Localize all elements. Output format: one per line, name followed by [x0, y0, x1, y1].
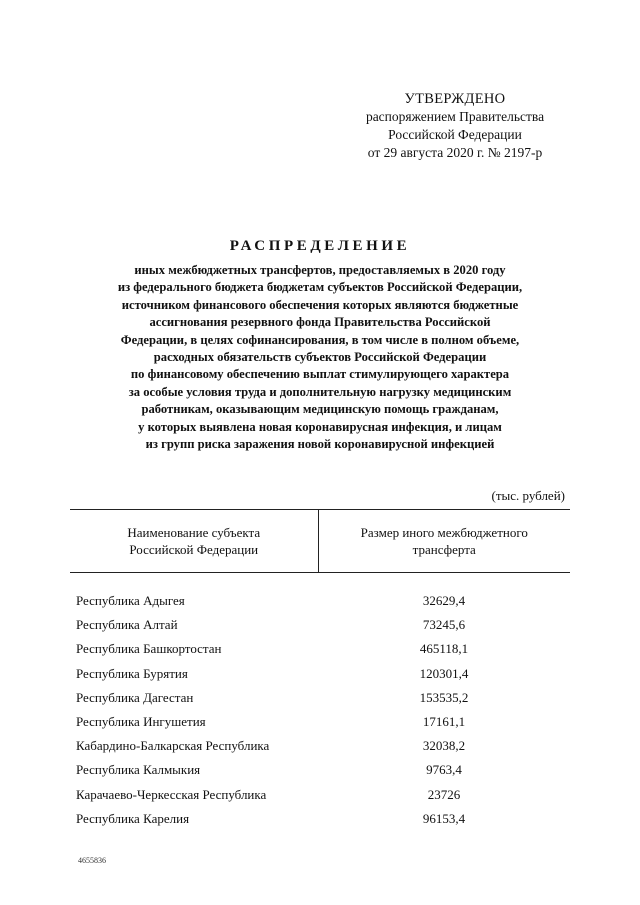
region-name: Карачаево-Черкесская Республика [76, 786, 267, 802]
subtitle-line: источником финансового обеспечения которых являются бюджетные [121, 297, 519, 312]
region-name: Республика Ингушетия [76, 714, 206, 730]
column-header-text: Наименование субъекта [127, 525, 261, 540]
subtitle-line: расходных обязательств субъектов Российской Федерации [153, 350, 487, 365]
subtitle-line: по финансовому обеспечению выплат стимулирующего характера [130, 367, 510, 382]
table-row [70, 758, 570, 782]
transfer-amount: 32629,4 [422, 593, 466, 609]
table-row [70, 710, 570, 734]
column-header-amount [319, 510, 571, 572]
transfer-amount: 96153,4 [422, 810, 466, 826]
table-row [70, 589, 570, 613]
column-header-text: Размер иного межбюджетного [360, 525, 528, 540]
subtitle-line: из федерального бюджета бюджетам субъектов Российской Федерации, [117, 280, 523, 295]
document-code: 4655836 [78, 856, 106, 865]
table-row [70, 807, 570, 831]
transfer-amount: 73245,6 [422, 617, 466, 633]
transfer-amount: 153535,2 [419, 689, 469, 705]
transfer-amount: 120301,4 [419, 665, 469, 681]
table-row [70, 783, 570, 807]
region-name: Республика Дагестан [76, 689, 194, 705]
units-label: (тыс. рублей) [491, 488, 565, 503]
region-name: Кабардино-Балкарская Республика [76, 738, 270, 754]
subtitle-line: ассигнования резервного фонда Правительства Российской [149, 315, 491, 330]
subtitle-line: из групп риска заражения новой коронавирусной инфекцией [145, 437, 495, 452]
transfer-amount: 9763,4 [426, 762, 462, 778]
table-body [70, 589, 570, 831]
region-name: Республика Алтай [76, 617, 178, 633]
table-row [70, 637, 570, 661]
document-subtitle [60, 262, 580, 453]
approval-line-1: распоряжением Правительства [365, 109, 545, 124]
approval-line-2: Российской Федерации [388, 127, 522, 142]
region-name: Республика Бурятия [76, 665, 188, 681]
table-row [70, 613, 570, 637]
table-row [70, 662, 570, 686]
table-row [70, 734, 570, 758]
region-name: Республика Калмыкия [76, 762, 201, 778]
column-header-text: Российской Федерации [129, 542, 259, 557]
subtitle-line: Федерации, в целях софинансирования, в том числе в полном объеме, [120, 332, 520, 347]
distribution-table [70, 509, 570, 831]
subtitle-line: за особые условия труда и дополнительную нагрузку медицинским [128, 384, 512, 399]
transfer-amount: 23726 [427, 786, 461, 802]
subtitle-line: иных межбюджетных трансфертов, предоставляемых в 2020 году [134, 263, 506, 277]
transfer-amount: 32038,2 [422, 738, 466, 754]
region-name: Республика Адыгея [76, 593, 185, 609]
approval-block [340, 90, 570, 162]
subtitle-line: работникам, оказывающим медицинскую помощь гражданам, [141, 402, 499, 417]
subtitle-line: у которых выявлена новая коронавирусная инфекция, и лицам [138, 419, 502, 434]
approval-heading: УТВЕРЖДЕНО [404, 91, 506, 107]
transfer-amount: 17161,1 [422, 714, 466, 730]
table-row [70, 686, 570, 710]
column-header-region [70, 510, 319, 572]
document-title: РАСПРЕДЕЛЕНИЕ [229, 238, 411, 254]
region-name: Республика Карелия [76, 810, 190, 826]
approval-line-3: от 29 августа 2020 г. № 2197-р [367, 145, 543, 160]
column-header-text: трансферта [412, 542, 476, 557]
region-name: Республика Башкортостан [76, 641, 222, 657]
table-header [70, 509, 570, 573]
transfer-amount: 465118,1 [419, 641, 469, 657]
